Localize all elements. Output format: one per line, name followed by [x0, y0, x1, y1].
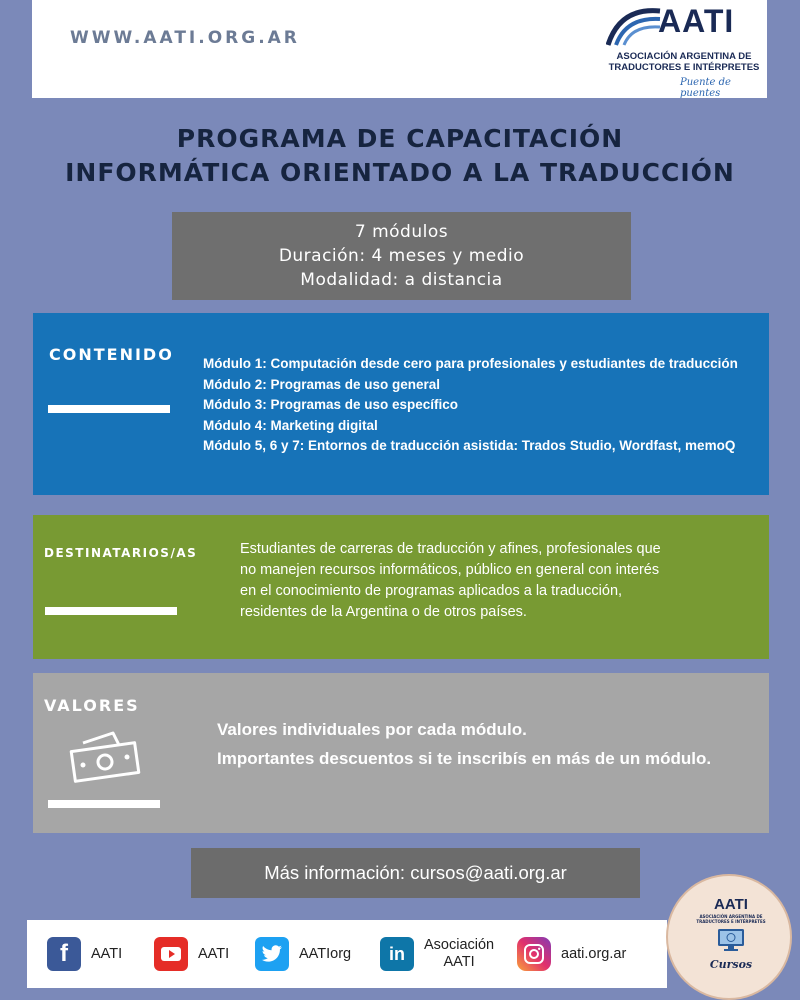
logo-subtitle-line-2: TRADUCTORES E INTÉRPRETES — [608, 62, 760, 73]
logo-subtitle — [604, 51, 764, 73]
destinatarios-section — [33, 515, 769, 659]
youtube-label[interactable]: AATI — [198, 945, 230, 962]
badge-text: Cursos — [709, 958, 753, 971]
linkedin-link[interactable] — [380, 920, 494, 988]
facebook-icon[interactable]: f — [47, 937, 81, 971]
module-item: Módulo 1: Computación desde cero para profesionales y estudiantes de traducción — [203, 356, 738, 371]
page-title — [0, 122, 800, 190]
destinatarios-divider — [45, 607, 177, 615]
info-modules: 7 módulos — [354, 222, 449, 242]
youtube-link[interactable] — [154, 920, 229, 988]
program-info-box — [172, 212, 631, 300]
social-footer — [27, 920, 667, 988]
badge-logo-name: AATI — [714, 896, 748, 913]
facebook-label[interactable]: AATI — [91, 945, 123, 962]
site-url[interactable]: WWW.AATI.ORG.AR — [70, 28, 300, 48]
valores-line-2: Importantes descuentos si te inscribís en más de un módulo. — [217, 749, 712, 768]
instagram-label[interactable]: aati.org.ar — [561, 945, 627, 962]
contenido-label: CONTENIDO — [49, 345, 174, 364]
logo-subtitle-line-1: ASOCIACIÓN ARGENTINA DE — [616, 51, 752, 62]
contenido-divider — [48, 405, 170, 413]
cursos-badge — [666, 874, 792, 1000]
info-modality: Modalidad: a distancia — [300, 270, 503, 290]
valores-section — [33, 673, 769, 833]
valores-divider — [48, 800, 160, 808]
destinatarios-line: residentes de la Argentina o de otros países. — [240, 604, 527, 620]
twitter-label[interactable]: AATIorg — [299, 945, 352, 962]
destinatarios-text — [240, 539, 710, 623]
module-item: Módulo 4: Marketing digital — [203, 417, 378, 433]
destinatarios-line: no manejen recursos informáticos, público en general con interés — [240, 562, 660, 578]
module-item: Módulo 2: Programas de uso general — [203, 376, 441, 392]
linkedin-label[interactable] — [424, 937, 494, 971]
contenido-section — [33, 313, 769, 495]
destinatarios-line: Estudiantes de carreras de traducción y afines, profesionales que — [240, 541, 661, 557]
bridge-arc-icon — [606, 5, 662, 47]
monitor-icon — [716, 928, 746, 952]
logo-tagline: Puente de puentes — [680, 77, 731, 99]
youtube-icon[interactable] — [154, 937, 188, 971]
twitter-link[interactable] — [255, 920, 351, 988]
logo-name: AATI — [658, 3, 735, 39]
twitter-icon[interactable] — [255, 937, 289, 971]
module-item: Módulo 5, 6 y 7: Entornos de traducción asistida: Trados Studio, Wordfast, memoQ — [203, 438, 736, 453]
badge-logo-subtitle: ASOCIACIÓN ARGENTINA DE TRADUCTORES E INTÉRPRETES — [696, 914, 766, 924]
linkedin-label-line-2[interactable]: AATI — [443, 954, 475, 970]
module-item: Módulo 3: Programas de uso específico — [203, 397, 459, 412]
destinatarios-label: DESTINATARIOS/AS — [44, 546, 198, 560]
info-duration: Duración: 4 meses y medio — [278, 246, 525, 266]
valores-label: VALORES — [44, 696, 140, 715]
valores-text — [217, 715, 711, 773]
money-icon — [69, 731, 141, 785]
valores-line-1: Valores individuales por cada módulo. — [217, 720, 527, 739]
module-list — [203, 354, 738, 457]
destinatarios-line: en el conocimiento de programas aplicados a la traducción, — [240, 583, 623, 599]
header-banner — [32, 0, 767, 98]
title-line-1: PROGRAMA DE CAPACITACIÓN — [176, 124, 624, 153]
instagram-icon[interactable] — [517, 937, 551, 971]
linkedin-icon[interactable]: in — [380, 937, 414, 971]
instagram-link[interactable] — [517, 920, 626, 988]
title-line-2: INFORMÁTICA ORIENTADO A LA TRADUCCIÓN — [65, 158, 735, 187]
more-info-contact[interactable]: Más información: cursos@aati.org.ar — [191, 848, 640, 898]
facebook-link[interactable] — [47, 920, 122, 988]
linkedin-label-line-1[interactable]: Asociación — [424, 937, 495, 953]
aati-logo — [604, 3, 764, 99]
